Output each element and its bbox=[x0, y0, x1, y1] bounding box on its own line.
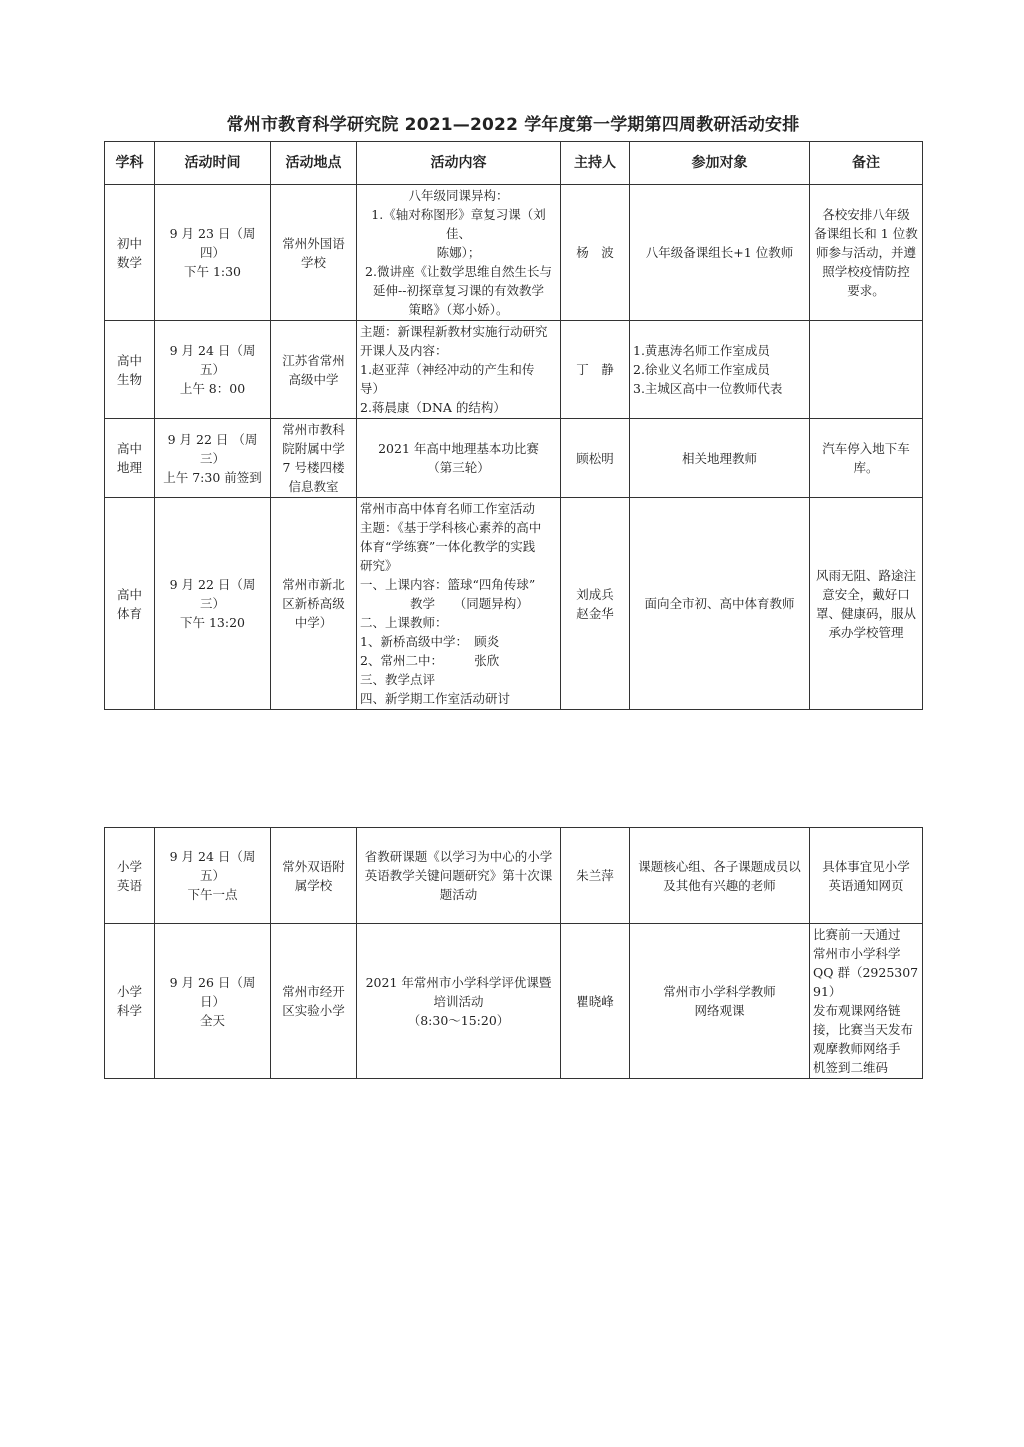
header-content: 活动内容 bbox=[357, 142, 561, 185]
place-cell: 常州市新北 区新桥高级 中学） bbox=[271, 498, 357, 710]
header-place: 活动地点 bbox=[271, 142, 357, 185]
page-title: 常州市教育科学研究院 2021—2022 学年度第一学期第四周教研活动安排 bbox=[226, 115, 800, 135]
note-cell: 风雨无阻、路途注 意安全，戴好口 罩、健康码，服从 承办学校管理 bbox=[810, 498, 923, 710]
host-cell: 刘成兵 赵金华 bbox=[561, 498, 630, 710]
subject-cell: 高中 体育 bbox=[105, 498, 155, 710]
content-cell: 2021 年常州市小学科学评优课暨 培训活动 （8:30～15:20） bbox=[357, 924, 561, 1079]
table-row bbox=[105, 321, 923, 419]
note-cell bbox=[810, 321, 923, 419]
place-cell: 江苏省常州 高级中学 bbox=[271, 321, 357, 419]
table-row bbox=[105, 924, 923, 1079]
place-cell: 常州市经开 区实验小学 bbox=[271, 924, 357, 1079]
table-row bbox=[105, 828, 923, 924]
subject-cell: 高中 地理 bbox=[105, 419, 155, 498]
content-cell: 主题：新课程新教材实施行动研究 开课人及内容： 1.赵亚萍（神经冲动的产生和传 导） 2.蒋晨康（DNA 的结构） bbox=[357, 321, 561, 419]
content-cell: 八年级同课异构： 1.《轴对称图形》章复习课（刘佳、 陈娜）； 2.微讲座《让数学思维自然生长与 延伸--初探章复习课的有效教学 策略》（郑小娇）。 bbox=[357, 185, 561, 321]
table-row bbox=[105, 419, 923, 498]
time-cell: 9 月 23 日（周四） 下午 1:30 bbox=[155, 185, 271, 321]
schedule-table-2 bbox=[104, 827, 923, 1079]
place-cell: 常外双语附 属学校 bbox=[271, 828, 357, 924]
content-cell: 2021 年高中地理基本功比赛 （第三轮） bbox=[357, 419, 561, 498]
time-cell: 9 月 24 日（周五） 下午一点 bbox=[155, 828, 271, 924]
content-cell: 省教研课题《以学习为中心的小学 英语教学关键问题研究》第十次课 题活动 bbox=[357, 828, 561, 924]
content-cell: 常州市高中体育名师工作室活动 主题：《基于学科核心素养的高中 体育“学练赛”一体化教学的实践 研究》 一、上课内容：篮球“四角传球” 教学 （同题异构） 二、上课教师： 1、新桥高级中学： 顾炎 2、常州二中： 张欣 三、教学点评 四、新学期工作室活动研讨 bbox=[357, 498, 561, 710]
header-time: 活动时间 bbox=[155, 142, 271, 185]
place-cell: 常州外国语 学校 bbox=[271, 185, 357, 321]
time-cell: 9 月 22 日 （周三） 上午 7:30 前签到 bbox=[155, 419, 271, 498]
table-row bbox=[105, 185, 923, 321]
header-host: 主持人 bbox=[561, 142, 630, 185]
time-cell: 9 月 26 日（周日） 全天 bbox=[155, 924, 271, 1079]
host-cell: 顾松明 bbox=[561, 419, 630, 498]
participants-cell: 相关地理教师 bbox=[630, 419, 810, 498]
header-row bbox=[105, 142, 923, 185]
host-cell: 瞿晓峰 bbox=[561, 924, 630, 1079]
schedule-table-1 bbox=[104, 141, 923, 710]
host-cell: 杨 波 bbox=[561, 185, 630, 321]
note-cell: 比赛前一天通过 常州市小学科学 QQ 群（292530791） 发布观课网络链 接，比赛当天发布 观摩教师网络手 机签到二维码 bbox=[810, 924, 923, 1079]
table-row bbox=[105, 498, 923, 710]
participants-cell: 1.黄惠涛名师工作室成员 2.徐业义名师工作室成员 3.主城区高中一位教师代表 bbox=[630, 321, 810, 419]
host-cell: 丁 静 bbox=[561, 321, 630, 419]
participants-cell: 面向全市初、高中体育教师 bbox=[630, 498, 810, 710]
header-note: 备注 bbox=[810, 142, 923, 185]
note-cell: 汽车停入地下车 库。 bbox=[810, 419, 923, 498]
subject-cell: 小学 英语 bbox=[105, 828, 155, 924]
time-cell: 9 月 22 日（周三） 下午 13:20 bbox=[155, 498, 271, 710]
subject-cell: 高中 生物 bbox=[105, 321, 155, 419]
participants-cell: 八年级备课组长+1 位教师 bbox=[630, 185, 810, 321]
header-participants: 参加对象 bbox=[630, 142, 810, 185]
time-cell: 9 月 24 日（周五） 上午 8：00 bbox=[155, 321, 271, 419]
host-cell: 朱兰萍 bbox=[561, 828, 630, 924]
participants-cell: 课题核心组、各子课题成员以 及其他有兴趣的老师 bbox=[630, 828, 810, 924]
header-subject: 学科 bbox=[105, 142, 155, 185]
place-cell: 常州市教科 院附属中学 7 号楼四楼 信息教室 bbox=[271, 419, 357, 498]
note-cell: 具体事宜见小学 英语通知网页 bbox=[810, 828, 923, 924]
subject-cell: 小学 科学 bbox=[105, 924, 155, 1079]
participants-cell: 常州市小学科学教师 网络观课 bbox=[630, 924, 810, 1079]
note-cell: 各校安排八年级 备课组长和 1 位教 师参与活动，并遵 照学校疫情防控 要求。 bbox=[810, 185, 923, 321]
subject-cell: 初中 数学 bbox=[105, 185, 155, 321]
